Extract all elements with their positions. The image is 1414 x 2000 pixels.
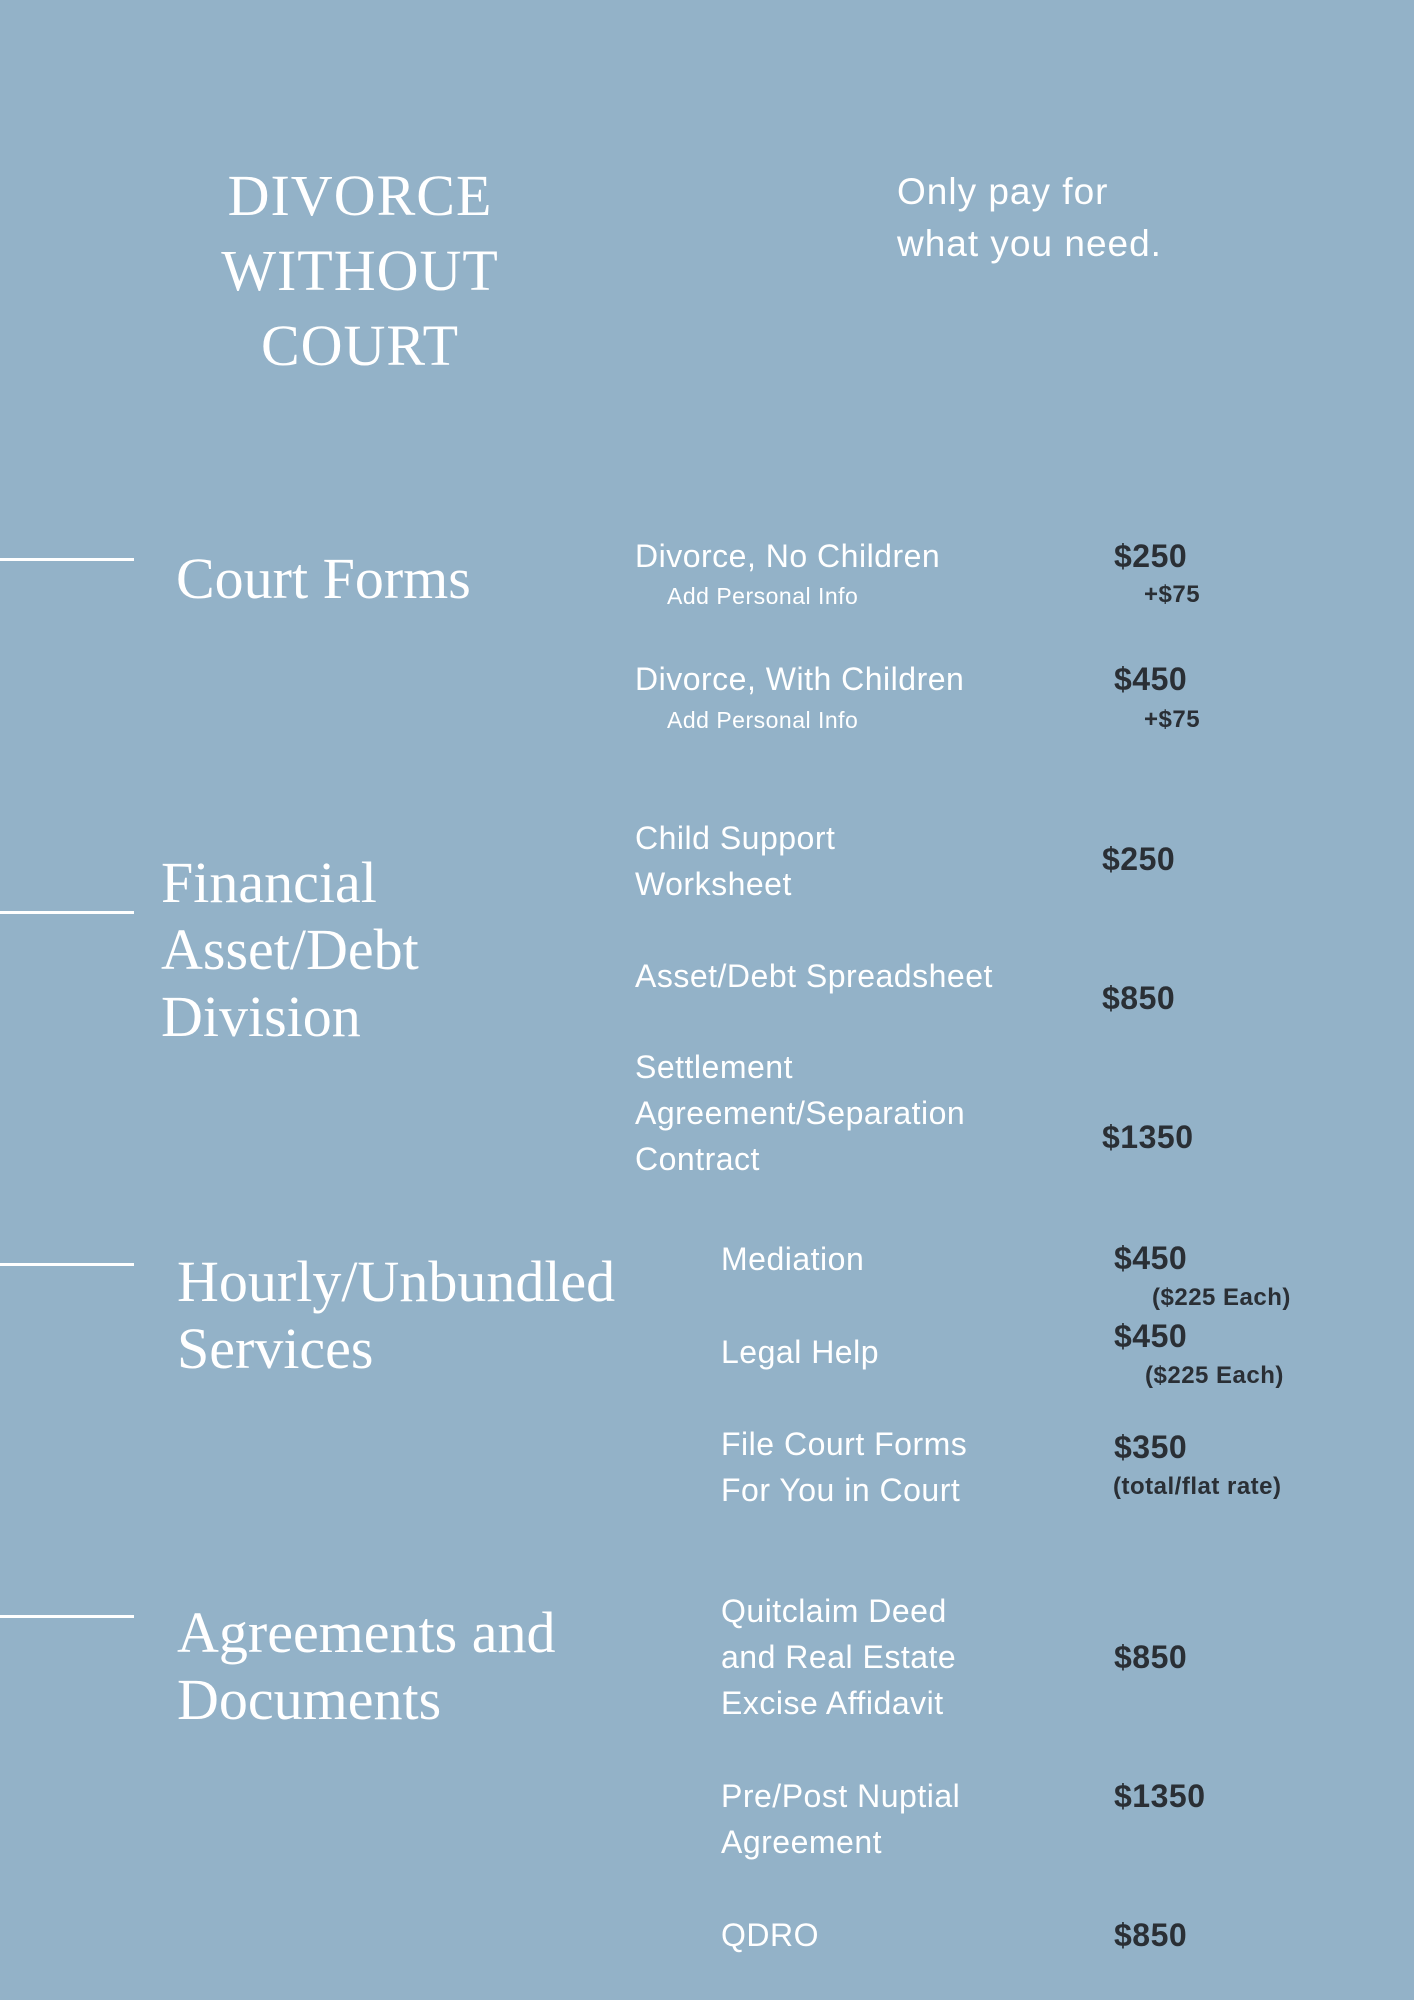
service-price: $1350 xyxy=(1102,1119,1194,1155)
service-name: Mediation xyxy=(721,1241,865,1277)
tagline-line: Only pay for xyxy=(897,171,1109,212)
section-divider-line xyxy=(0,558,134,561)
title-line: COURT xyxy=(260,313,460,378)
section-divider-line xyxy=(0,911,134,914)
service-price: $250 xyxy=(1102,841,1176,877)
service-price: $850 xyxy=(1114,1639,1188,1675)
service-rate-note: ($225 Each) xyxy=(1145,1362,1284,1389)
service-price: $450 xyxy=(1114,661,1188,697)
service-name: Pre/Post Nuptial Agreement xyxy=(721,1778,961,1860)
service-name: Child Support Worksheet xyxy=(635,820,836,902)
tagline xyxy=(897,166,1162,270)
service-name: Quitclaim Deed and Real Estate Excise Affidavit xyxy=(721,1593,957,1721)
tagline-line: what you need. xyxy=(897,223,1162,264)
service-name: Settlement Agreement/Separation Contract xyxy=(635,1049,966,1177)
service-name: Legal Help xyxy=(721,1334,879,1370)
section-title-court-forms: Court Forms xyxy=(176,546,471,611)
service-name: Asset/Debt Spreadsheet xyxy=(635,958,993,994)
service-price: $450 xyxy=(1114,1240,1188,1276)
service-price: $1350 xyxy=(1114,1778,1206,1814)
section-title-hourly-services: Hourly/Unbundled Services xyxy=(177,1249,616,1381)
service-name: Divorce, With Children xyxy=(635,661,965,697)
service-name: QDRO xyxy=(721,1917,819,1953)
service-rate-note: ($225 Each) xyxy=(1152,1284,1291,1311)
service-rate-note: (total/flat rate) xyxy=(1113,1473,1282,1500)
service-price: $850 xyxy=(1102,980,1176,1016)
service-name: File Court Forms For You in Court xyxy=(721,1426,968,1508)
service-price: $350 xyxy=(1114,1429,1188,1465)
title-line: DIVORCE xyxy=(227,163,493,228)
service-subtext: Add Personal Info xyxy=(667,583,859,609)
service-addon-price: +$75 xyxy=(1144,581,1201,608)
service-addon-price: +$75 xyxy=(1144,706,1201,733)
title-line: WITHOUT xyxy=(221,238,499,303)
service-price: $450 xyxy=(1114,1318,1188,1354)
section-divider-line xyxy=(0,1263,134,1266)
section-title-agreements: Agreements and Documents xyxy=(177,1600,556,1732)
service-subtext: Add Personal Info xyxy=(667,707,859,733)
service-name: Divorce, No Children xyxy=(635,538,941,574)
section-title-financial: Financial Asset/Debt Division xyxy=(161,850,419,1049)
service-price: $850 xyxy=(1114,1917,1188,1953)
service-price: $250 xyxy=(1114,538,1188,574)
page-title xyxy=(160,158,560,383)
section-divider-line xyxy=(0,1615,134,1618)
